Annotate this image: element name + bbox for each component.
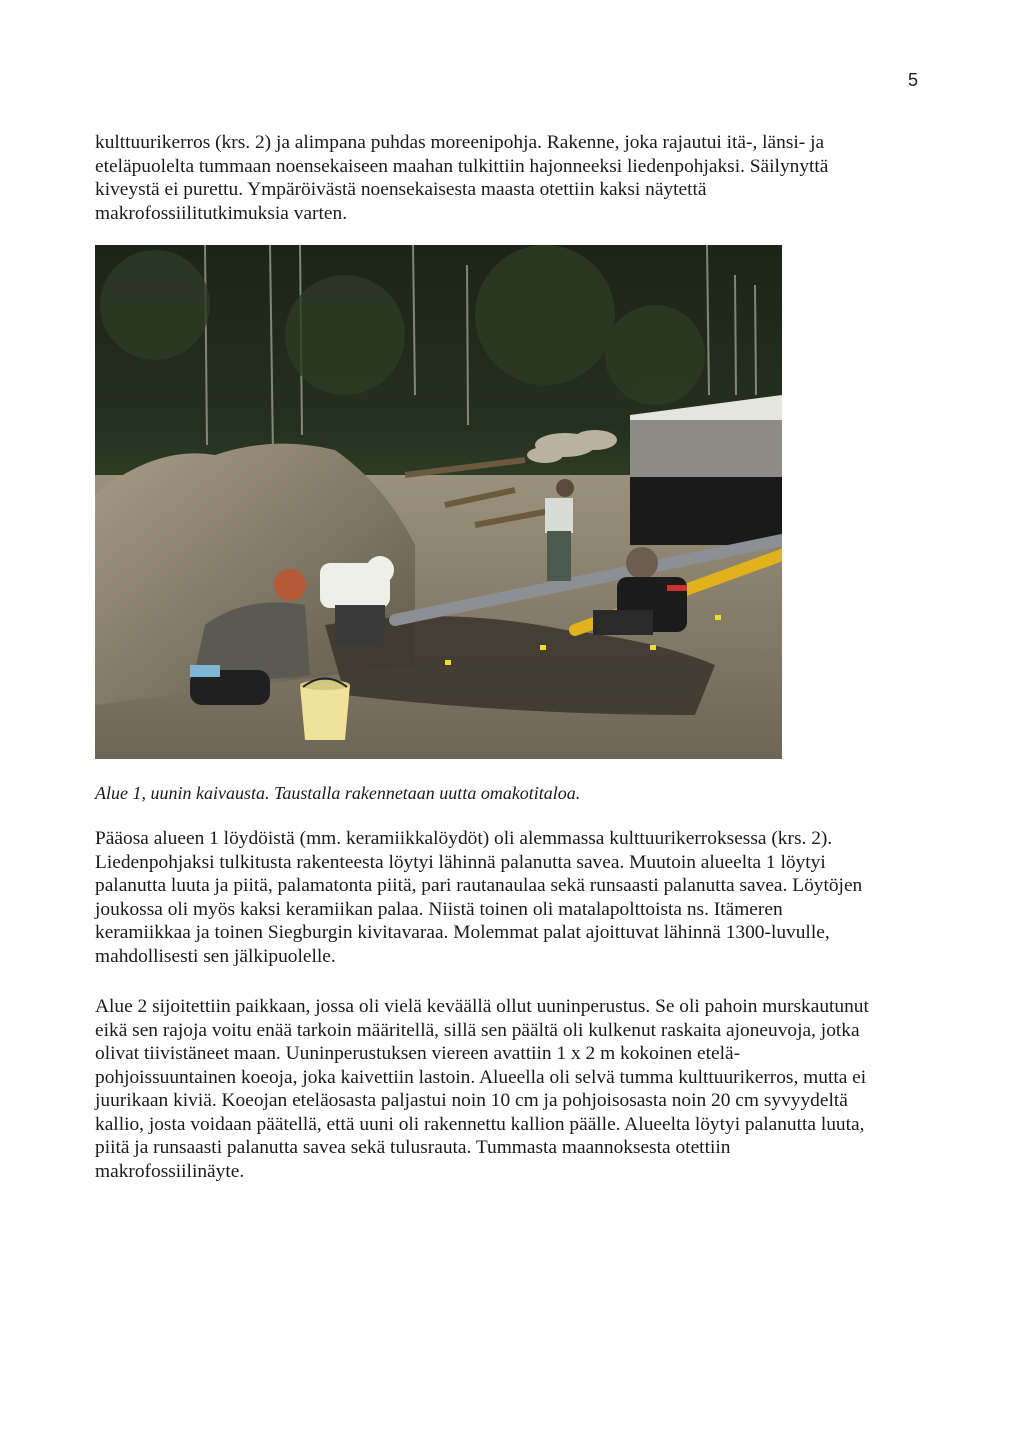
bucket	[300, 679, 350, 741]
excavation-photo	[95, 245, 782, 759]
page-number: 5	[908, 70, 919, 90]
paragraph-2: Pääosa alueen 1 löydöistä (mm. keramiikkalöydöt) oli alemmassa kulttuurikerroksessa (krs. 2). Liedenpohjaksi tulkitusta rakenteesta löytyi lähinnä palanutta savea. Muutoin alueelta 1 löytyi palanutta luuta ja piitä, palamatonta piitä, pari rautanaulaa sekä runsaasti palanutta savea. Löytöjen joukossa oli myös kaksi keramiikan palaa. Niistä toinen oli matalapolttoista ns. Itämeren keramiikkaa ja toinen Siegburgin kivitavaraa. Molemmat palat ajoittuvat lähinnä 1300-luvulle, mahdollisesti sen jälkipuolelle.	[95, 828, 863, 967]
figure-caption: Alue 1, uunin kaivausta. Taustalla rakennetaan uutta omakotitaloa.	[95, 783, 581, 803]
paragraph-1: kulttuurikerros (krs. 2) ja alimpana puhdas moreenipohja. Rakenne, joka rajautui itä-, länsi- ja eteläpuolelta tummaan noensekaiseen maahan tulkittiin hajonneeksi liedenpohjaksi. Säilynyttä kiveystä ei purettu. Ympäröivästä noensekaisesta maasta otettiin kaksi näytettä makrofossiilitutkimuksia varten.	[95, 132, 829, 224]
house-foundation	[630, 395, 782, 545]
paragraph-3: Alue 2 sijoitettiin paikkaan, jossa oli vielä keväällä ollut uuninperustus. Se oli pahoin murskautunut eikä sen rajoja voitu enää tarkoin määritellä, sillä sen päältä oli kulkenut raskaita ajoneuvoja, jotka olivat tiivistäneet maan. Uuninperustuksen viereen avattiin 1 x 2 m kokoinen etelä- pohjoissuuntainen koeoja, joka kaivettiin lastoin. Alueella oli selvä tumma kulttuurikerros, mutta ei juurikaan kiviä. Koeojan eteläosasta paljastui noin 10 cm ja pohjoisosasta noin 20 cm syvyydeltä kallio, josta voidaan päätellä, että uuni oli rakennettu kallion päälle. Alueelta löytyi palanutta luuta, piitä ja runsaasti palanutta savea sekä tulusrauta. Tummasta maannoksesta otettiin makrofossiilinäyte.	[95, 996, 869, 1182]
